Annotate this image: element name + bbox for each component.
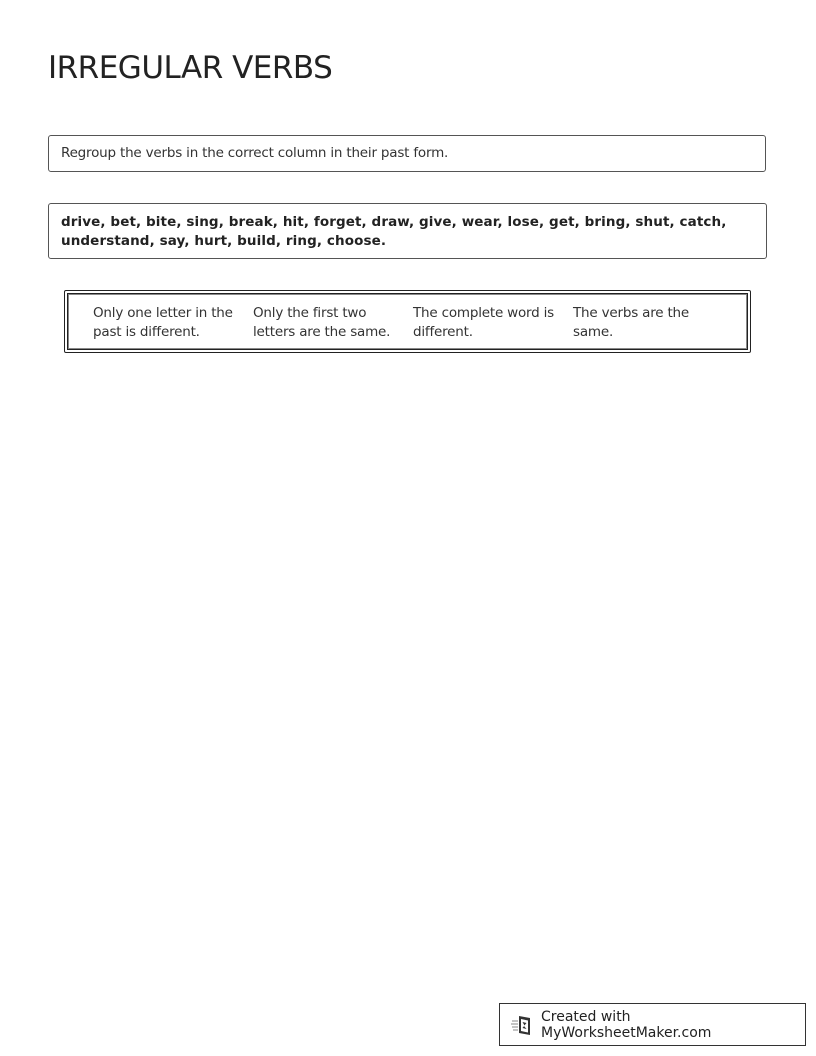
column-header-first-two-letters-same [253,304,413,342]
column-header-line: past is different. [93,324,200,340]
word-bank-line-2: understand, say, hurt, build, ring, choose. [61,233,387,249]
worksheet-maker-logo-icon [511,1013,535,1037]
page-title: IRREGULAR VERBS [48,50,333,86]
column-header-line: The complete word is [413,305,555,321]
column-header-line: letters are the same. [253,324,391,340]
footer-text: Created with MyWorksheetMaker.com [541,1008,712,1041]
column-header-line: same. [573,324,614,340]
instruction-box [48,135,766,172]
column-header-line: The verbs are the [573,305,690,321]
column-header-complete-word-different [413,304,573,342]
word-bank-line-1: drive, bet, bite, sing, break, hit, forget, draw, give, wear, lose, get, bring, shut, catch, [61,214,727,230]
instruction-text: Regroup the verbs in the correct column in their past form. [61,145,449,161]
footer-badge[interactable] [499,1003,806,1046]
word-bank-box [48,203,767,259]
column-header-line: Only the first two [253,305,367,321]
column-header-verbs-same [573,304,733,342]
category-table [64,290,751,353]
column-header-one-letter-different [93,304,253,342]
table-header-row [93,304,733,342]
column-header-line: Only one letter in the [93,305,233,321]
column-header-line: different. [413,324,473,340]
